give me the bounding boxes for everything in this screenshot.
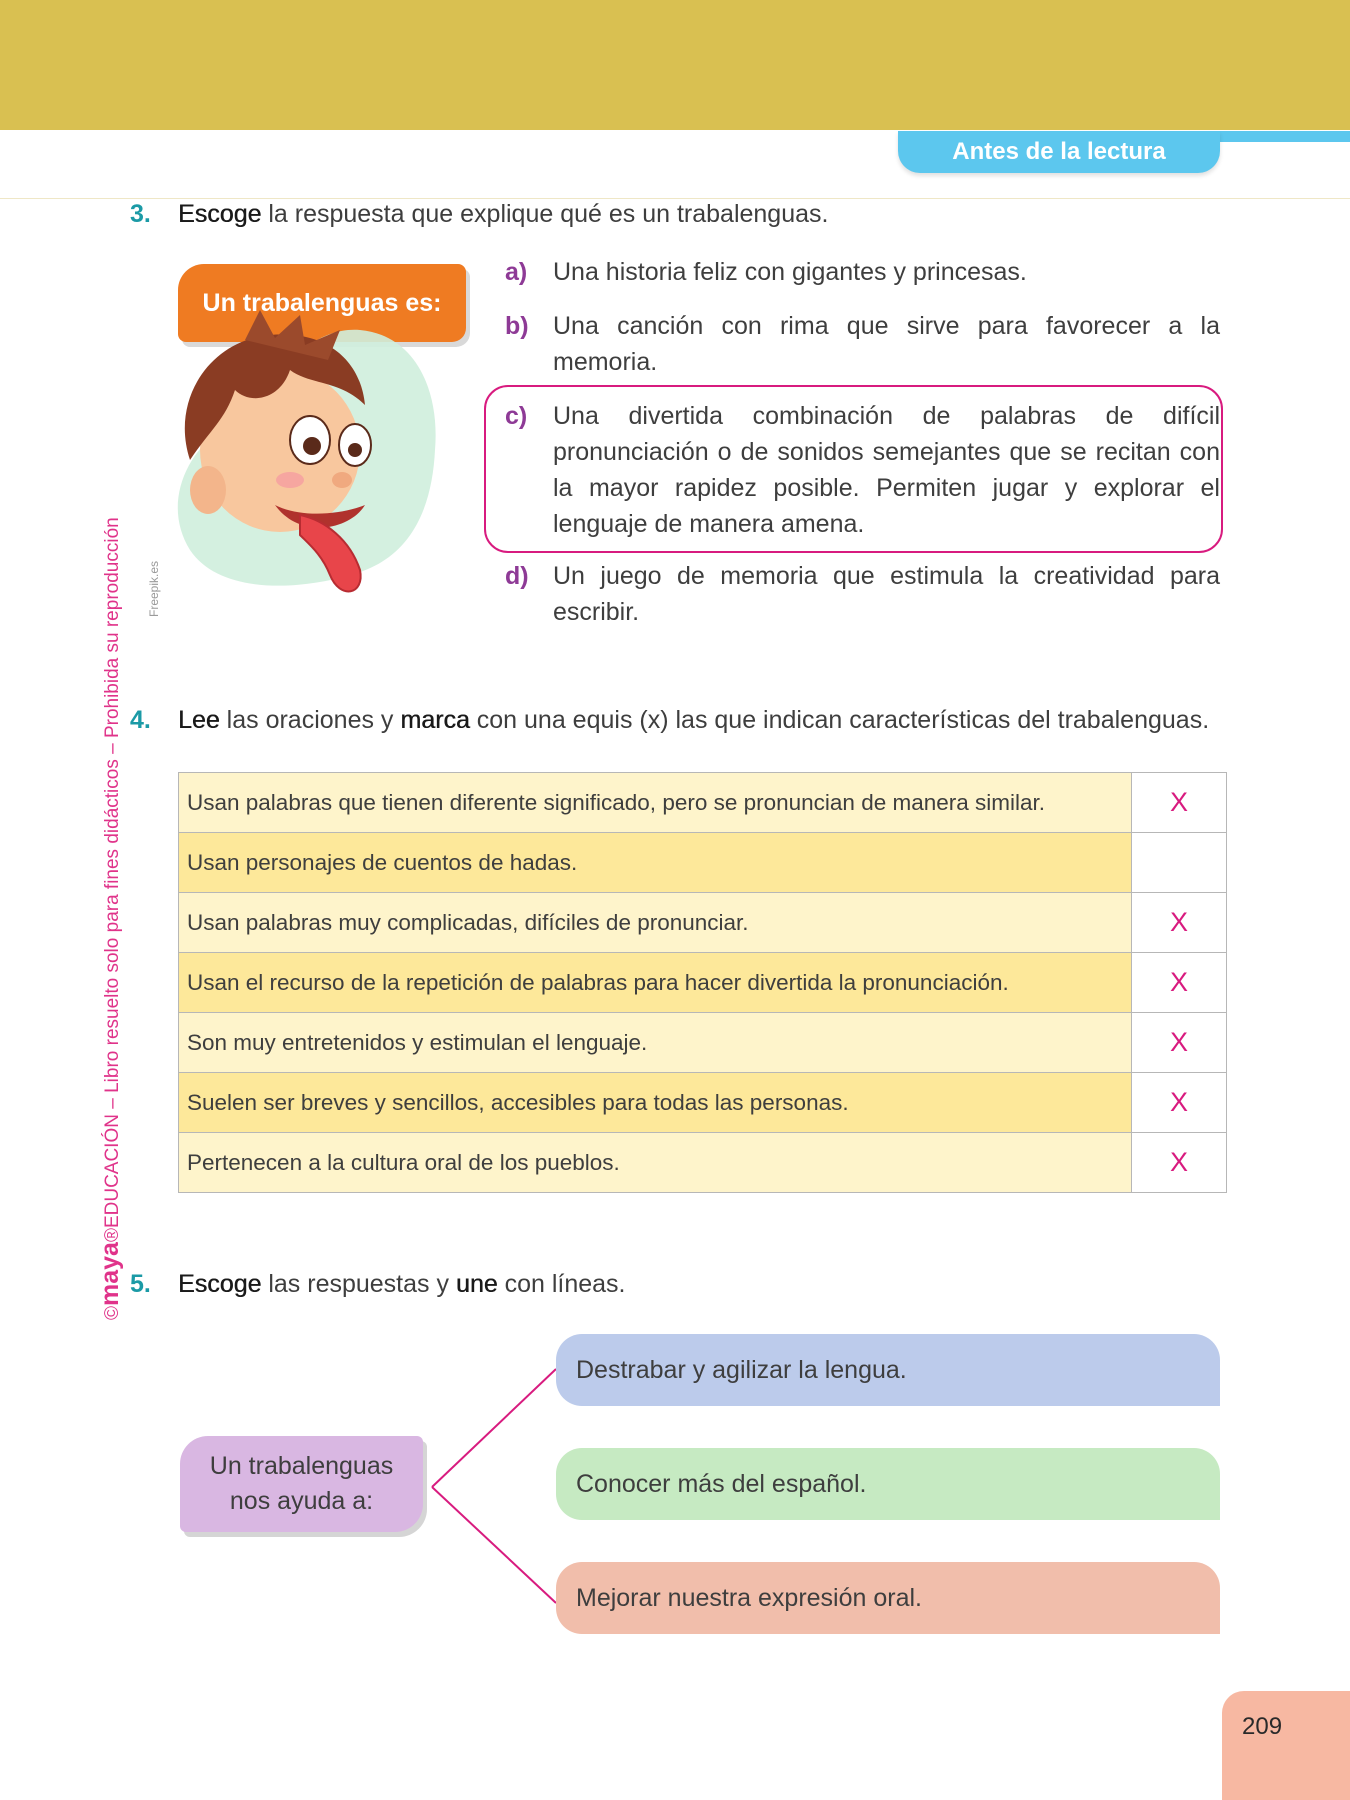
section-tab: Antes de la lectura: [898, 131, 1220, 173]
mark-cell[interactable]: X: [1132, 1013, 1227, 1073]
question-5-prompt: 5. Escoge las respuestas y une con líneas.: [130, 1270, 626, 1298]
question-3-prompt: 3. Escoge la respuesta que explique qué es un trabalenguas.: [130, 200, 829, 228]
question-4-prompt: 4. Lee las oraciones y marca con una equis (x) las que indican características del trabalenguas.: [130, 706, 1210, 734]
answer-box-destrabar[interactable]: Destrabar y agilizar la lengua.: [556, 1334, 1220, 1406]
trabalenguas-bubble: Un trabalenguas es:: [178, 264, 466, 342]
statement-cell: Usan personajes de cuentos de hadas.: [179, 833, 1132, 893]
brand-logo-text: maya: [96, 1242, 124, 1306]
mark-cell[interactable]: X: [1132, 1073, 1227, 1133]
mark-cell[interactable]: X: [1132, 893, 1227, 953]
statement-cell: Usan palabras que tienen diferente significado, pero se pronuncian de manera similar.: [179, 773, 1132, 833]
answer-box-mejorar[interactable]: Mejorar nuestra expresión oral.: [556, 1562, 1220, 1634]
mark-cell[interactable]: X: [1132, 953, 1227, 1013]
option-b[interactable]: b) Una canción con rima que sirve para favorecer a la memoria.: [505, 312, 1220, 376]
statement-cell: Pertenecen a la cultura oral de los pueblos.: [179, 1133, 1132, 1193]
connector-line-2: [432, 1487, 556, 1603]
option-c[interactable]: c) Una divertida combinación de palabras de difícil pronunciación o de sonidos semejantes que se recitan con la mayor rapidez posible. Permiten jugar y explorar el lenguaje de manera amena.: [505, 402, 1220, 538]
mark-cell[interactable]: X: [1132, 773, 1227, 833]
copyright-vertical-text: ©maya®EDUCACIÓN – Libro resuelto solo para fines didácticos – Prohibida su reproducción: [96, 517, 124, 1320]
option-d[interactable]: d) Un juego de memoria que estimula la creatividad para escribir.: [505, 562, 1220, 626]
option-a[interactable]: a) Una historia feliz con gigantes y princesas.: [505, 258, 1027, 286]
image-credit: Freepik.es: [147, 560, 161, 617]
statement-cell: Suelen ser breves y sencillos, accesibles para todas las personas.: [179, 1073, 1132, 1133]
connector-line-1: [432, 1369, 556, 1487]
mark-cell[interactable]: X: [1132, 1133, 1227, 1193]
statement-cell: Son muy entretenidos y estimulan el lenguaje.: [179, 1013, 1132, 1073]
statement-cell: Usan palabras muy complicadas, difíciles de pronunciar.: [179, 893, 1132, 953]
page-number: 209: [1222, 1691, 1350, 1800]
statement-cell: Usan el recurso de la repetición de palabras para hacer divertida la pronunciación.: [179, 953, 1132, 1013]
answer-box-conocer[interactable]: Conocer más del español.: [556, 1448, 1220, 1520]
root-box: Un trabalenguas nos ayuda a:: [180, 1436, 423, 1532]
